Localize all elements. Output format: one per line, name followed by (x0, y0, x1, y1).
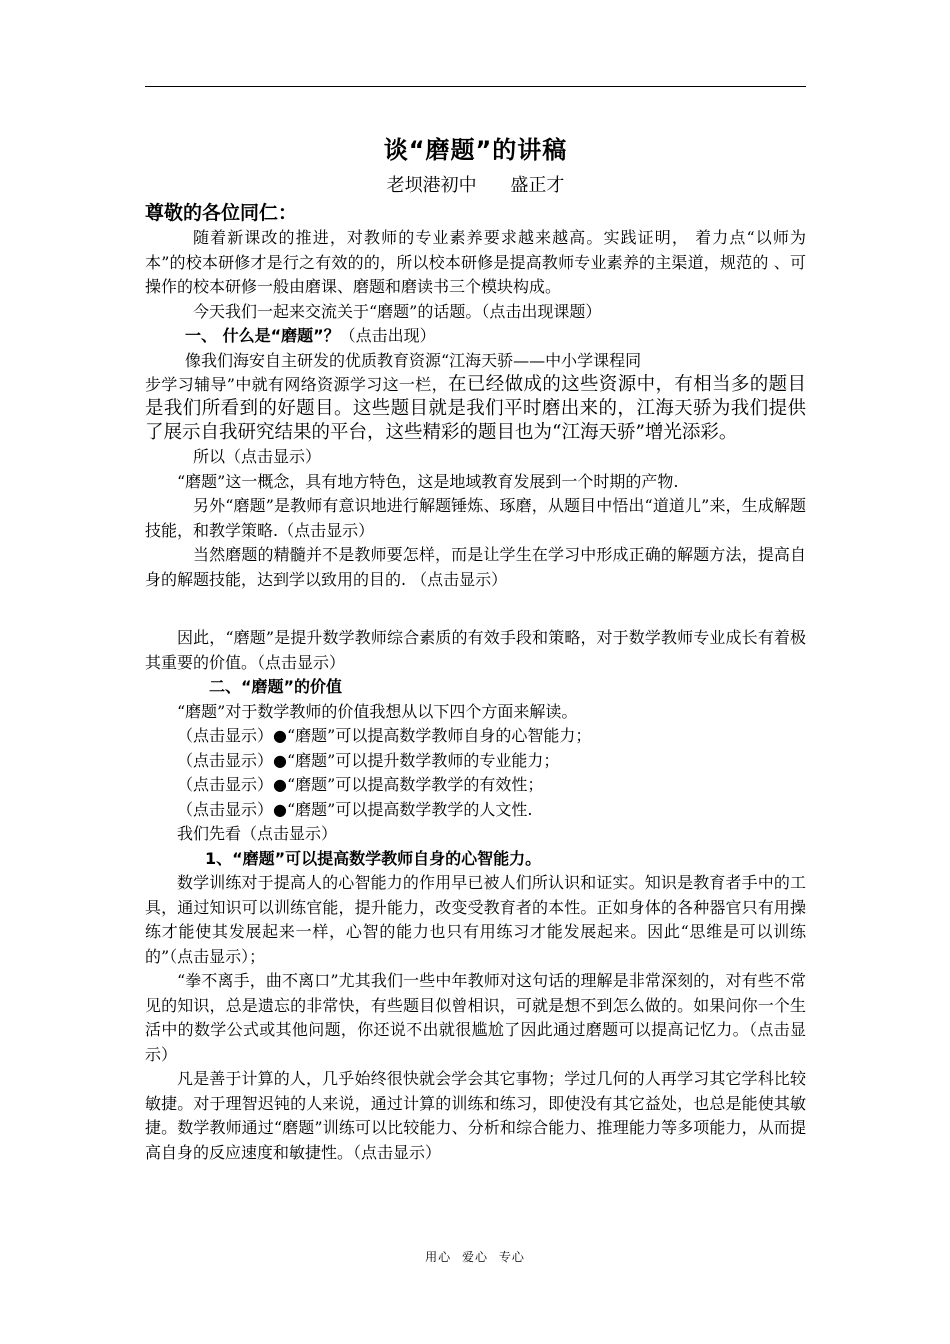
paragraph (145, 373, 806, 445)
section-heading-text: 1、“磨题”可以提高数学教师自身的心智能力。 (205, 848, 542, 868)
paragraph: 因此，“磨题”是提升数学教师综合素质的有效手段和策略，对于数学教师专业成长有着极其重要的价值。（点击显示） (145, 628, 806, 672)
page-footer (0, 1248, 950, 1265)
author-line (145, 172, 806, 200)
paragraph: “磨题”对于数学教师的价值我想从以下四个方面来解读。 (177, 701, 578, 721)
footer-text: 用心 (425, 1250, 452, 1264)
paragraph: 今天我们一起来交流关于“磨题”的话题。（点击出现课题） (193, 301, 602, 321)
author-school: 老坝港初中 (386, 175, 477, 196)
section-heading (145, 324, 806, 349)
paragraph: “拳不离手，曲不离口”尤其我们一些中年教师对这句话的理解是非常深刻的，对有些不常见的知识，总是遗忘的非常快，有些题目似曾相识，可就是想不到怎么做的。如果问你一个生活中的数学公式或其他问题，你还说不出就很尴尬了因此通过磨题可以提高记忆力。（点击显示） (145, 971, 806, 1064)
list-item: （点击显示）●“磨题”可以提高数学教师自身的心智能力； (177, 726, 592, 745)
paragraph: 数学训练对于提高人的心智能力的作用早已被人们所认识和证实。知识是教育者手中的工具，通过知识可以训练官能，提升能力，改变受教育者的本性。正如身体的各种器官只有用操练才能使其发展起来一样，心智的能力也只有用练习才能发展起来。因此“思维是可以训练的”（点击显示）； (145, 873, 806, 966)
section-heading (145, 847, 806, 872)
click-note: （点击出现） (339, 326, 436, 345)
section-heading (145, 675, 806, 700)
document-title: 谈“磨题”的讲稿 (383, 136, 568, 164)
section-heading-text: 二、“磨题”的价值 (209, 677, 343, 696)
paragraph: 另外“磨题”是教师有意识地进行解题锤炼、琢磨，从题目中悟出“道道儿”来，生成解题技能，和教学策略.（点击显示） (145, 496, 806, 540)
paragraph: 像我们海安自主研发的优质教育资源“江海天骄——中小学课程同 (185, 350, 642, 370)
footer-text: 爱心 (461, 1250, 488, 1264)
section-heading-text: 一、 什么是“磨题”？ (185, 326, 340, 345)
paragraph: 我们先看（点击显示） (177, 824, 338, 843)
document-body (145, 126, 806, 1165)
spacer (145, 592, 806, 626)
paragraph: 随着新课改的推进，对教师的专业素养要求越来越高。实践证明， 着力点“以师为本”的校本研修才是行之有效的的，所以校本研修是提高教师专业素养的主渠道，规范的 、可操作的校本研修一般由磨课、磨题和磨读书三个模块构成。 (145, 228, 806, 296)
list-item: （点击显示）●“磨题”可以提高数学教学的有效性； (177, 775, 544, 794)
paragraph: “磨题”这一概念，具有地方特色，这是地域教育发展到一个时期的产物. (177, 471, 679, 491)
paragraph: 凡是善于计算的人，几乎始终很快就会学会其它事物；学过几何的人再学习其它学科比较敏捷。对于理智迟钝的人来说，通过计算的训练和练习，即使没有其它益处，也总是能使其敏捷。数学教师通过“磨题”训练可以比较能力、分析和综合能力、推理能力等多项能力，从而提高自身的反应速度和敏捷性。（点击显示） (145, 1069, 806, 1162)
paragraph-fragment: 步学习辅导”中就有网络资源学习这一栏， (145, 375, 449, 394)
paragraph: 当然磨题的精髓并不是教师要怎样，而是让学生在学习中形成正确的解题方法，提高自身的解题技能，达到学以致用的目的. （点击显示） (145, 545, 806, 589)
author-name: 盛正才 (510, 175, 565, 196)
list-item: （点击显示）●“磨题”可以提高数学教学的人文性. (177, 799, 533, 819)
greeting: 尊敬的各位同仁： (145, 202, 298, 224)
paragraph: 所以（点击显示） (193, 447, 322, 466)
list-item: （点击显示）●“磨题”可以提升数学教师的专业能力； (177, 750, 560, 770)
footer-text: 专心 (498, 1250, 525, 1264)
header-rule (145, 86, 806, 87)
paragraph-fragment: 在已经做成的这些资源中，有相当多的题目是我们所看到的好题目。这些题目就是我们平时磨出来的，江海天骄为我们提供了展示自我研究结果的平台，这些精彩的题目也为“江海天骄”增光添彩。 (145, 374, 806, 443)
